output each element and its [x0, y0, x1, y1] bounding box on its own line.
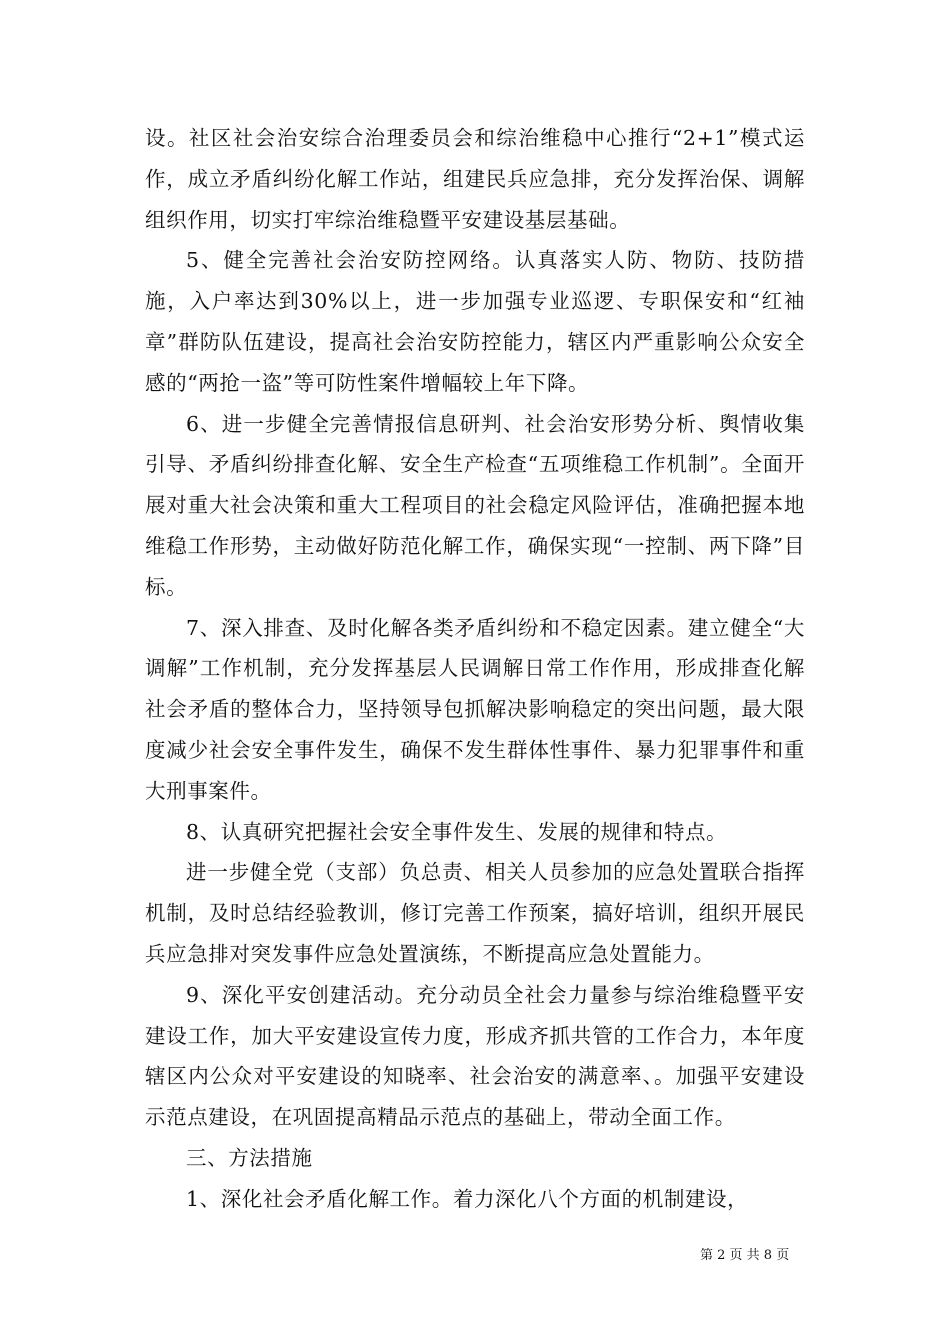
page-number-footer: 第 2 页 共 8 页: [700, 1248, 790, 1263]
paragraph-item-8: 8、认真研究把握社会安全事件发生、发展的规律和特点。: [186, 819, 728, 844]
paragraph-item-5: 5、健全完善社会治安防控网络。认真落实人防、物防、技防措施，入户率达到30%以上，进一步加强专业巡逻、专职保安和“红袖章”群防队伍建设，提高社会治安防控能力，辖区内严重影响公众安全感的“两抢一盗”等可防性案件增幅较上年下降。: [145, 248, 805, 395]
paragraph-method-1: 1、深化社会矛盾化解工作。着力深化八个方面的机制建设，: [186, 1186, 749, 1211]
paragraph-1: 设。社区社会治安综合治理委员会和综治维稳中心推行“2+1”模式运作，成立矛盾纠纷化解工作站，组建民兵应急排，充分发挥治保、调解组织作用，切实打牢综治维稳暨平安建设基层基础。: [145, 126, 805, 232]
document-body: [145, 118, 805, 1220]
paragraph-item-8-continued: 进一步健全党（支部）负总责、相关人员参加的应急处置联合指挥机制，及时总结经验教训，修订完善工作预案，搞好培训，组织开展民兵应急排对突发事件应急处置演练，不断提高应急处置能力。: [145, 860, 805, 966]
paragraph-item-6: 6、进一步健全完善情报信息研判、社会治安形势分析、舆情收集引导、矛盾纠纷排查化解、安全生产检查“五项维稳工作机制”。全面开展对重大社会决策和重大工程项目的社会稳定风险评估，准确把握本地维稳工作形势，主动做好防范化解工作，确保实现“一控制、两下降”目标。: [145, 411, 805, 599]
section-heading-methods: 三、方法措施: [186, 1145, 313, 1170]
paragraph-item-9: 9、深化平安创建活动。充分动员全社会力量参与综治维稳暨平安建设工作，加大平安建设宣传力度，形成齐抓共管的工作合力，本年度辖区内公众对平安建设的知晓率、社会治安的满意率、。加强平安建设示范点建设，在巩固提高精品示范点的基础上，带动全面工作。: [145, 982, 805, 1130]
paragraph-item-7: 7、深入排查、及时化解各类矛盾纠纷和不稳定因素。建立健全“大调解”工作机制，充分发挥基层人民调解日常工作作用，形成排查化解社会矛盾的整体合力，坚持领导包抓解决影响稳定的突出问题，最大限度减少社会安全事件发生，确保不发生群体性事件、暴力犯罪事件和重大刑事案件。: [145, 615, 805, 803]
